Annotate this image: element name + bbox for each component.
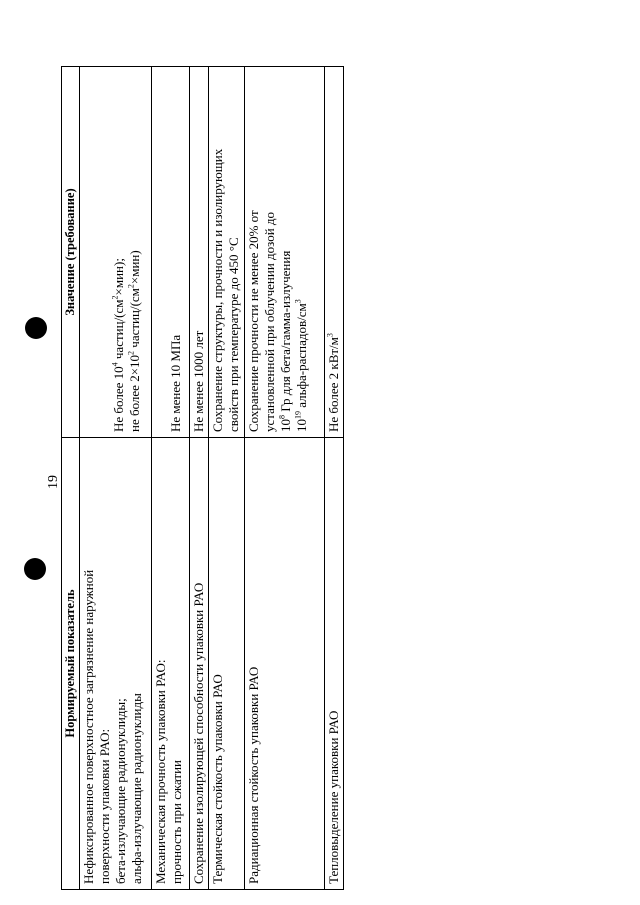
row-parameter	[152, 438, 190, 890]
value-line: Сохранение структуры, прочности и изолирующих	[210, 148, 226, 432]
row-value	[80, 67, 152, 438]
value-line: Не более 2 кВт/$м^3$	[325, 333, 342, 432]
row-value	[152, 67, 190, 438]
value-line: $10^8$ Гр для бета/гамма-излучения	[277, 250, 293, 432]
row-value	[209, 67, 245, 438]
parameter-line: Радиационная стойкость упаковки РАО	[246, 666, 262, 884]
punch-hole-lower	[24, 558, 46, 580]
rotated-table-wrapper	[61, 67, 342, 890]
parameter-line: прочность при сжатии	[169, 759, 185, 884]
value-line: $10^{19}$ альфа-$распадов/см^3$	[293, 299, 309, 432]
value-line: Не менее 10 МПа	[168, 334, 184, 432]
parameter-line: Механическая прочность упаковки РАО:	[153, 659, 169, 884]
requirements-table	[61, 66, 344, 890]
parameter-line: Сохранение изолирующей способности упаковки РАО	[191, 582, 207, 884]
table-header-row	[62, 67, 80, 890]
row-parameter	[80, 438, 152, 890]
parameter-line: поверхности упаковки РАО:	[97, 728, 113, 884]
row-parameter	[245, 438, 325, 890]
value-line: Сохранение прочности не менее 20% от	[246, 210, 262, 432]
value-line-beta: Не более $10^4$ частиц/$(см^2\times мин)$;	[110, 258, 127, 432]
table-row	[325, 67, 344, 890]
parameter-line: Нефиксированное поверхностное загрязнение наружной	[81, 569, 97, 884]
row-value	[190, 67, 209, 438]
table-row	[80, 67, 152, 890]
page-number: 19	[46, 475, 61, 489]
table-row	[190, 67, 209, 890]
parameter-line: Тепловыделение упаковки РАО	[326, 710, 342, 884]
value-line: установленной при облучении дозой до	[262, 211, 278, 432]
table-row	[209, 67, 245, 890]
parameter-line: бета-излучающие радионуклиды;	[112, 698, 128, 884]
table-row	[245, 67, 325, 890]
parameter-line: Термическая стойкость упаковки РАО	[210, 674, 226, 884]
row-value	[325, 67, 344, 438]
punch-hole-upper	[25, 317, 47, 339]
row-value	[245, 67, 325, 438]
row-parameter	[190, 438, 209, 890]
table-row	[152, 67, 190, 890]
row-parameter	[325, 438, 344, 890]
header-parameter: Нормируемый показатель	[62, 438, 80, 890]
header-value: Значение (требование)	[62, 67, 80, 438]
row-parameter	[209, 438, 245, 890]
value-line: Не менее 1000 лет	[191, 330, 207, 432]
value-line-alpha: не более $2\times 10^2$ частиц/$(см^2\times мин)$	[126, 250, 143, 432]
parameter-line: альфа-излучающие радионуклиды	[128, 693, 144, 884]
value-line: свойств при температуре до 450 °С	[226, 237, 242, 432]
